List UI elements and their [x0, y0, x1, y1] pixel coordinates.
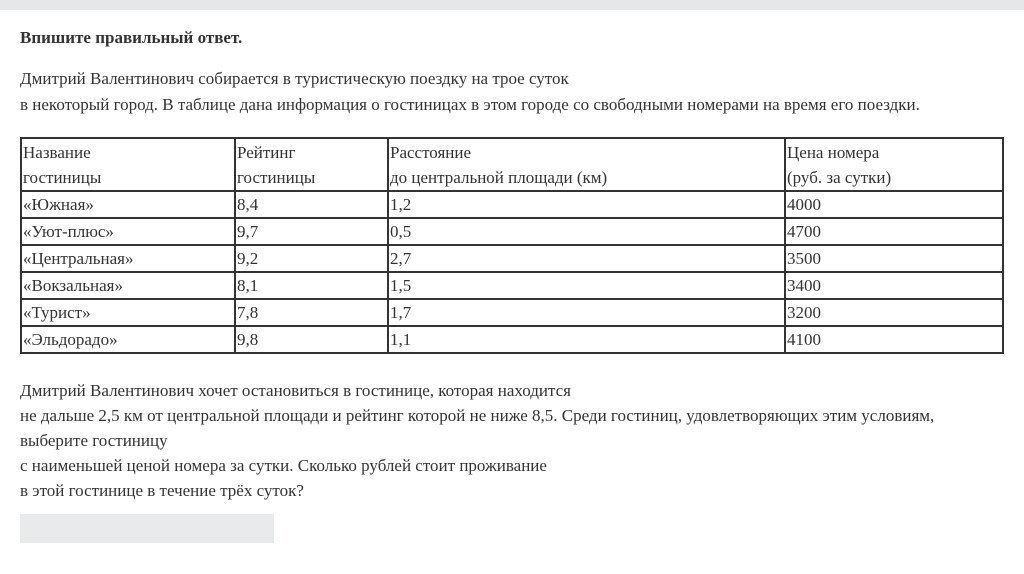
cell-distance: 1,5: [388, 272, 785, 299]
task-instruction: Впишите правильный ответ.: [20, 28, 243, 47]
header-text: (руб. за сутки): [787, 168, 892, 187]
task-question: [20, 378, 1010, 503]
cell-hotel-name: «Уют-плюс»: [21, 218, 235, 245]
top-bar: [0, 0, 1024, 10]
cell-hotel-name: «Турист»: [21, 299, 235, 326]
cell-hotel-name: «Эльдорадо»: [21, 326, 235, 353]
cell-distance: 1,2: [388, 191, 785, 218]
question-line-5: в этой гостинице в течение трёх суток?: [20, 481, 304, 500]
table-row: [21, 326, 1003, 353]
hotels-table: [20, 137, 1004, 354]
cell-distance: 1,7: [388, 299, 785, 326]
header-hotel-name: [21, 138, 235, 191]
header-text: до центральной площади (км): [390, 168, 608, 187]
intro-line-1: Дмитрий Валентинович собирается в туристическую поездку на трое суток: [20, 69, 569, 88]
table-row: [21, 191, 1003, 218]
cell-price: 3500: [785, 245, 1003, 272]
cell-rating: 8,4: [235, 191, 388, 218]
cell-price: 4000: [785, 191, 1003, 218]
header-distance: [388, 138, 785, 191]
table-row: [21, 272, 1003, 299]
header-text: Название: [23, 143, 91, 162]
cell-hotel-name: «Центральная»: [21, 245, 235, 272]
cell-rating: 7,8: [235, 299, 388, 326]
cell-price: 3200: [785, 299, 1003, 326]
table-row: [21, 218, 1003, 245]
header-text: гостиницы: [237, 168, 316, 187]
cell-hotel-name: «Южная»: [21, 191, 235, 218]
cell-distance: 2,7: [388, 245, 785, 272]
cell-hotel-name: «Вокзальная»: [21, 272, 235, 299]
cell-rating: 9,2: [235, 245, 388, 272]
cell-distance: 0,5: [388, 218, 785, 245]
header-text: Цена номера: [787, 143, 880, 162]
header-text: гостиницы: [23, 168, 102, 187]
task-content: [20, 26, 1010, 543]
table-row: [21, 245, 1003, 272]
question-line-3: выберите гостиницу: [20, 431, 168, 450]
header-text: Рейтинг: [237, 143, 296, 162]
question-line-1: Дмитрий Валентинович хочет остановиться в гостинице, которая находится: [20, 381, 572, 400]
cell-rating: 8,1: [235, 272, 388, 299]
cell-rating: 9,8: [235, 326, 388, 353]
question-line-2: не дальше 2,5 км от центральной площади и рейтинг которой не ниже 8,5. Среди гостиниц, удовлетворяющих этим условиям,: [20, 406, 935, 425]
table-row: [21, 299, 1003, 326]
task-intro: [20, 66, 1010, 118]
answer-input[interactable]: [20, 514, 274, 543]
cell-distance: 1,1: [388, 326, 785, 353]
cell-price: 4700: [785, 218, 1003, 245]
intro-line-2: в некоторый город. В таблице дана информация о гостиницах в этом городе со свободными номерами на время его поездки.: [20, 95, 920, 114]
cell-rating: 9,7: [235, 218, 388, 245]
question-line-4: с наименьшей ценой номера за сутки. Сколько рублей стоит проживание: [20, 456, 547, 475]
cell-price: 3400: [785, 272, 1003, 299]
header-price: [785, 138, 1003, 191]
cell-price: 4100: [785, 326, 1003, 353]
header-rating: [235, 138, 388, 191]
header-text: Расстояние: [390, 143, 472, 162]
table-header-row: [21, 138, 1003, 191]
